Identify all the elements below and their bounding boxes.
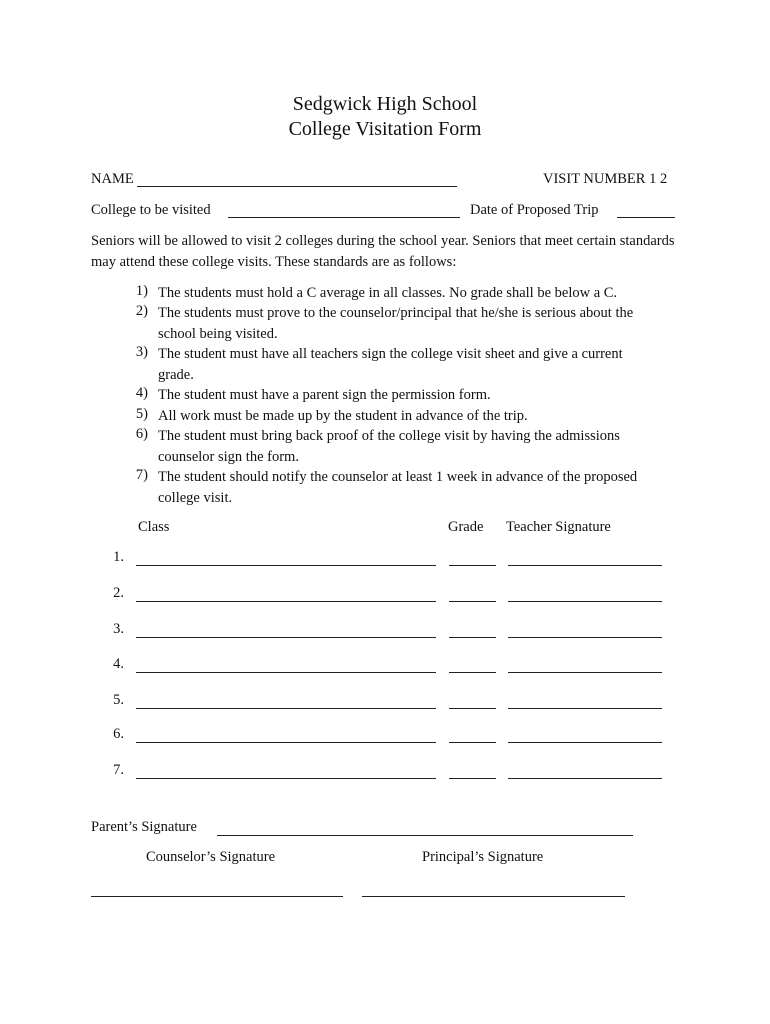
- class-field[interactable]: [136, 778, 436, 779]
- grade-field[interactable]: [449, 672, 496, 673]
- standard-text: The students must prove to the counselor/principal that he/she is serious about the school being visited.: [158, 305, 634, 342]
- principal-signature-field[interactable]: [362, 896, 625, 897]
- college-field[interactable]: [228, 217, 460, 218]
- date-label: Date of Proposed Trip: [470, 202, 599, 218]
- teacher-signature-field[interactable]: [508, 672, 662, 673]
- counselor-signature-label: Counselor’s Signature: [146, 849, 276, 865]
- standard-number: 3): [135, 344, 148, 360]
- col-class-header: Class: [138, 519, 170, 535]
- standard-number: 7): [135, 467, 148, 483]
- grade-field[interactable]: [449, 778, 496, 779]
- name-field[interactable]: [137, 186, 457, 187]
- teacher-signature-field[interactable]: [508, 778, 662, 779]
- col-grade-header: Grade: [448, 519, 484, 535]
- grade-field[interactable]: [449, 708, 496, 709]
- grade-field[interactable]: [449, 637, 496, 638]
- class-field[interactable]: [136, 601, 436, 602]
- intro-paragraph: Seniors will be allowed to visit 2 colleges during the school year. Seniors that meet certain standards may attend these college visits. These standards are as follows:: [91, 233, 675, 270]
- standard-text: The students must hold a C average in all classes. No grade shall be below a C.: [158, 285, 618, 301]
- class-field[interactable]: [136, 637, 436, 638]
- row-number: 3.: [113, 621, 124, 637]
- class-field[interactable]: [136, 672, 436, 673]
- grade-field[interactable]: [449, 742, 496, 743]
- row-number: 6.: [113, 726, 124, 742]
- row-number: 1.: [113, 549, 124, 565]
- standard-text: The student must have a parent sign the permission form.: [158, 387, 491, 403]
- row-number: 4.: [113, 656, 124, 672]
- standard-text: The student should notify the counselor at least 1 week in advance of the proposed college visit.: [158, 469, 638, 506]
- date-field[interactable]: [617, 217, 675, 218]
- grade-field[interactable]: [449, 565, 496, 566]
- teacher-signature-field[interactable]: [508, 742, 662, 743]
- class-field[interactable]: [136, 565, 436, 566]
- row-number: 2.: [113, 585, 124, 601]
- class-field[interactable]: [136, 742, 436, 743]
- standard-number: 1): [135, 283, 148, 299]
- standard-number: 4): [135, 385, 148, 401]
- standard-number: 5): [135, 406, 148, 422]
- form-title: College Visitation Form: [288, 118, 482, 140]
- teacher-signature-field[interactable]: [508, 601, 662, 602]
- college-label: College to be visited: [91, 202, 211, 218]
- parent-signature-field[interactable]: [217, 835, 633, 836]
- grade-field[interactable]: [449, 601, 496, 602]
- row-number: 7.: [113, 762, 124, 778]
- teacher-signature-field[interactable]: [508, 565, 662, 566]
- name-label: NAME: [91, 171, 134, 187]
- standard-text: The student must bring back proof of the college visit by having the admissions counselor sign the form.: [158, 428, 620, 465]
- teacher-signature-field[interactable]: [508, 637, 662, 638]
- school-name: Sedgwick High School: [292, 93, 478, 115]
- col-teacher-header: Teacher Signature: [506, 519, 611, 535]
- counselor-signature-field[interactable]: [91, 896, 343, 897]
- principal-signature-label: Principal’s Signature: [422, 849, 544, 865]
- visit-number: VISIT NUMBER 1 2: [543, 171, 668, 187]
- teacher-signature-field[interactable]: [508, 708, 662, 709]
- class-field[interactable]: [136, 708, 436, 709]
- standard-number: 2): [135, 303, 148, 319]
- standard-text: The student must have all teachers sign the college visit sheet and give a current grade.: [158, 346, 623, 383]
- standard-number: 6): [135, 426, 148, 442]
- standard-text: All work must be made up by the student in advance of the trip.: [158, 408, 528, 424]
- parent-signature-label: Parent’s Signature: [91, 819, 197, 835]
- row-number: 5.: [113, 692, 124, 708]
